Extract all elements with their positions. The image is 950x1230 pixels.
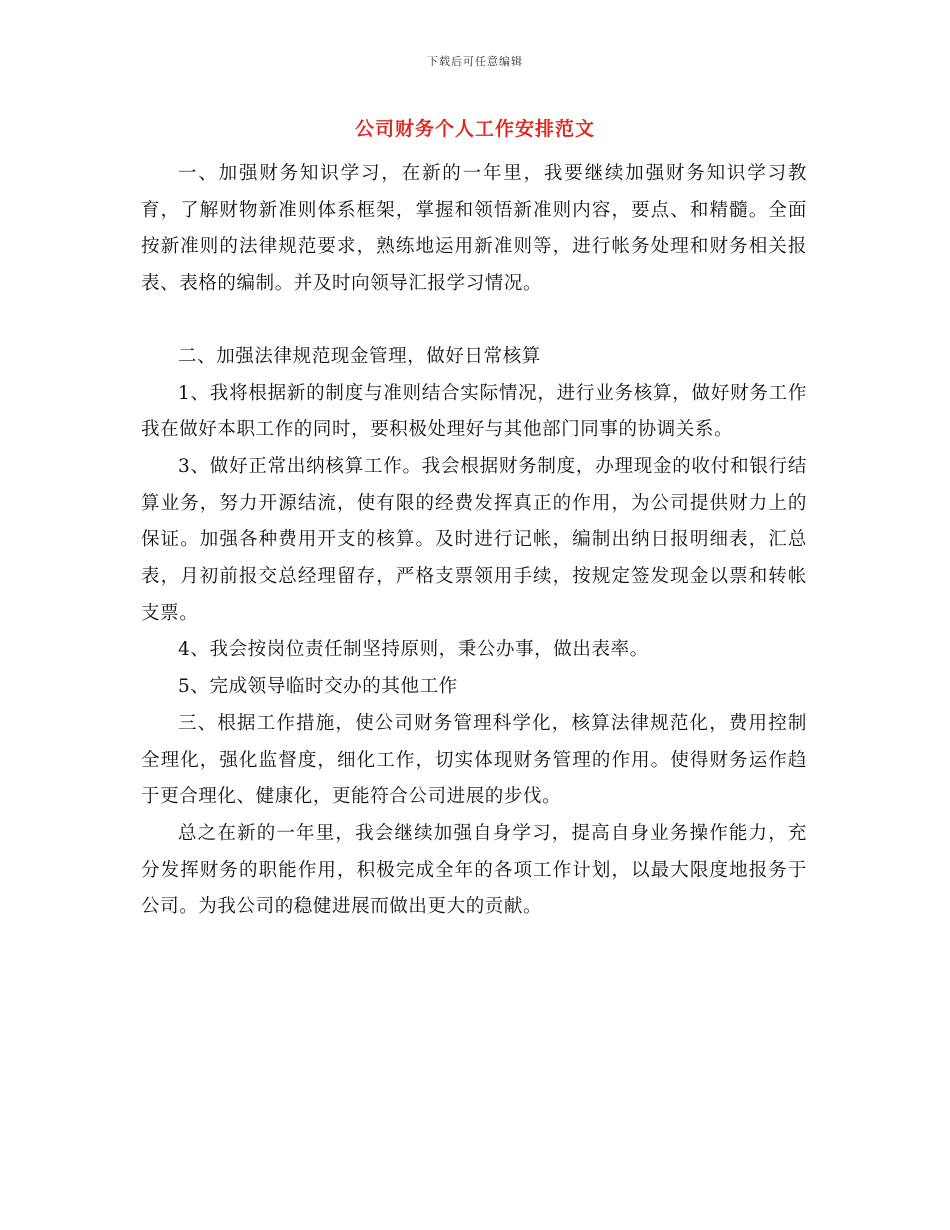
document-title: 公司财务个人工作安排范文	[354, 118, 595, 140]
paragraph-section-3: 三、根据工作措施，使公司财务管理科学化，核算法律规范化，费用控制全理化，强化监督度，细化工作，切实体现财务管理的作用。使得财务运作趋于更合理化、健康化，更能符合公司进展的步伐。	[141, 712, 807, 808]
paragraph-item-4: 4、我会按岗位责任制坚持原则，秉公办事，做出表率。	[178, 639, 649, 661]
paragraph-item-3: 3、做好正常出纳核算工作。我会根据财务制度，办理现金的收付和银行结算业务，努力开源结流，使有限的经费发挥真正的作用，为公司提供财力上的保证。加强各种费用开支的核算。及时进行记帐，编制出纳日报明细表，汇总表，月初前报交总经理留存，严格支票领用手续，按规定签发现金以票和转帐支票。	[141, 455, 807, 624]
document-body	[141, 156, 807, 926]
paragraph-section-1: 一、加强财务知识学习，在新的一年里，我要继续加强财务知识学习教育，了解财物新准则体系框架，掌握和领悟新准则内容，要点、和精髓。全面按新准则的法律规范要求，熟练地运用新准则等，进行帐务处理和财务相关报表、表格的编制。并及时向领导汇报学习情况。	[141, 163, 807, 295]
header-note: 下载后可任意编辑	[427, 55, 523, 68]
paragraph-item-1: 1、我将根据新的制度与准则结合实际情况，进行业务核算，做好财务工作我在做好本职工作的同时，要积极处理好与其他部门同事的协调关系。	[141, 382, 807, 441]
paragraph-section-2-heading: 二、加强法律规范现金管理，做好日常核算	[178, 345, 541, 367]
paragraph-item-5: 5、完成领导临时交办的其他工作	[178, 676, 458, 698]
paragraph-conclusion: 总之在新的一年里，我会继续加强自身学习，提高自身业务操作能力，充分发挥财务的职能作用，积极完成全年的各项工作计划，以最大限度地报务于公司。为我公司的稳健进展而做出更大的贡献。	[141, 822, 807, 918]
